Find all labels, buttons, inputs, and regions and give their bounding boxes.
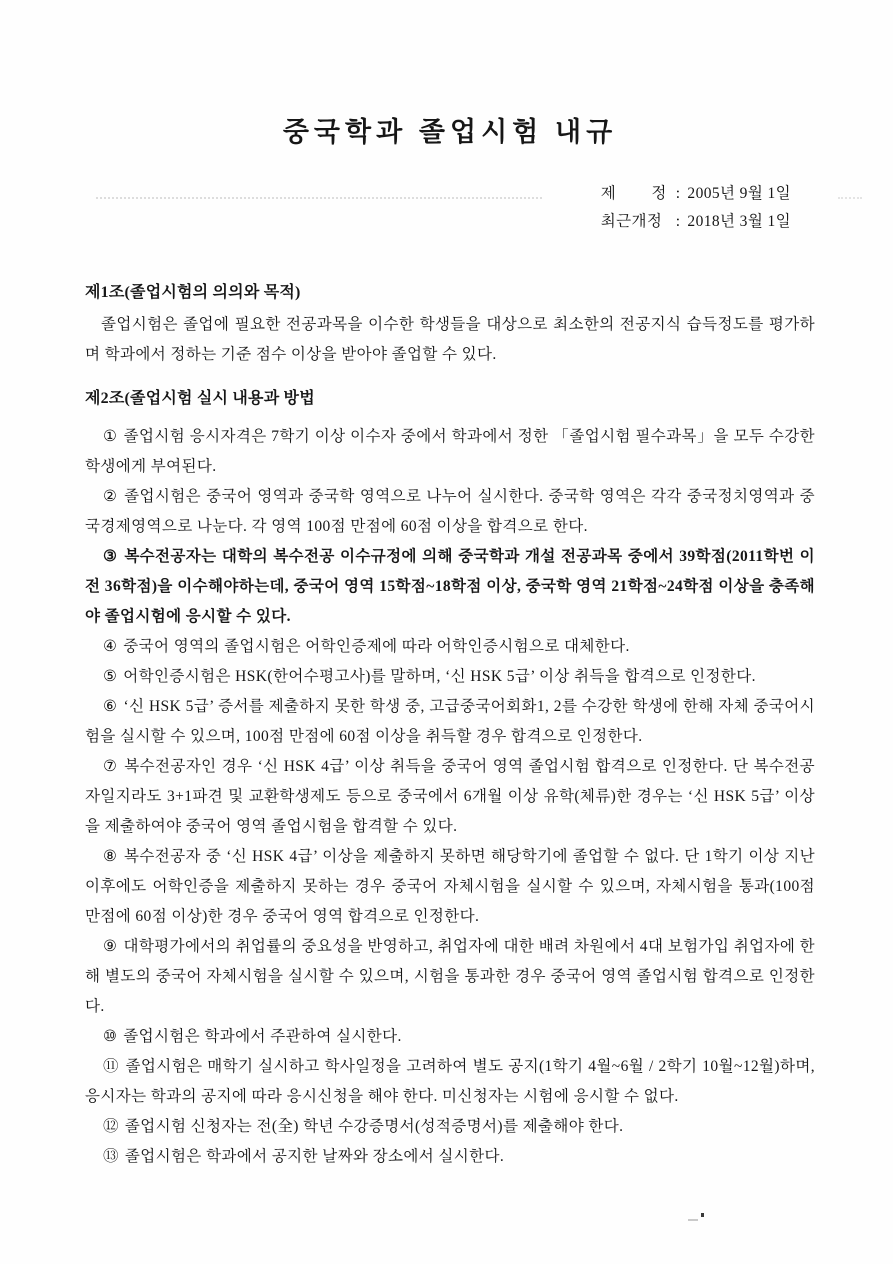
revised-label: 최근개정 xyxy=(600,213,663,230)
item-4-marker: ④ xyxy=(103,638,118,655)
list-item xyxy=(85,1022,815,1052)
revision-info xyxy=(85,180,815,236)
list-item xyxy=(85,842,815,932)
scan-artifact-speck-dash xyxy=(688,1219,698,1221)
list-item xyxy=(85,422,815,482)
article-1-body: 졸업시험은 졸업에 필요한 전공과목을 이수한 학생들을 대상으로 최소한의 전공지식 습득정도를 평가하며 학과에서 정하는 기준 점수 이상을 받아야 졸업할 수 있다. xyxy=(85,316,815,363)
list-item xyxy=(85,662,815,692)
scan-artifact-speck-dot xyxy=(701,1213,704,1217)
item-5-marker: ⑤ xyxy=(103,668,118,685)
article-1-heading: 제1조(졸업시험의 의의와 목적) xyxy=(85,284,301,301)
document-title: 중국학과 졸업시험 내규 xyxy=(282,117,618,147)
list-item xyxy=(85,632,815,662)
list-item xyxy=(85,1052,815,1112)
article-2-heading: 제2조(졸업시험 실시 내용과 방법 xyxy=(85,390,315,407)
list-item xyxy=(85,932,815,1022)
item-1-marker: ① xyxy=(103,428,118,445)
item-2-text: 졸업시험은 중국어 영역과 중국학 영역으로 나누어 실시한다. 중국학 영역은 각각 중국정치영역과 중국경제영역으로 나눈다. 각 영역 100점 만점에 60점 이상을 합격으로 한다. xyxy=(85,488,815,535)
item-10-text: 졸업시험은 학과에서 주관하여 실시한다. xyxy=(123,1028,402,1045)
item-8-marker: ⑧ xyxy=(103,848,119,865)
list-item xyxy=(85,542,815,632)
item-6-text: ‘신 HSK 5급’ 증서를 제출하지 못한 학생 중, 고급중국어회화1, 2를 수강한 학생에 한해 자체 중국어시험을 실시할 수 있으며, 100점 만점에 60점 이상을 취득할 경우 합격으로 인정한다. xyxy=(85,698,815,745)
enacted-value: 2005년 9월 1일 xyxy=(687,185,791,202)
item-1-text: 졸업시험 응시자격은 7학기 이상 이수자 중에서 학과에서 정한 「졸업시험 필수과목」을 모두 수강한 학생에게 부여된다. xyxy=(85,428,815,475)
item-3-marker: ③ xyxy=(103,548,119,565)
item-6-marker: ⑥ xyxy=(103,698,118,715)
revised-value: 2018년 3월 1일 xyxy=(687,213,791,230)
item-12-marker: ⑫ xyxy=(103,1118,119,1135)
item-4-text: 중국어 영역의 졸업시험은 어학인증제에 따라 어학인증시험으로 대체한다. xyxy=(123,638,630,655)
item-13-marker: ⑬ xyxy=(103,1148,119,1165)
list-item xyxy=(85,752,815,842)
item-11-text: 졸업시험은 매학기 실시하고 학사일정을 고려하여 별도 공지(1학기 4월~6월 / 2학기 10월~12월)하며, 응시자는 학과의 공지에 따라 응시신청을 해야 한다. 미신청자는 시험에 응시할 수 없다. xyxy=(85,1058,815,1105)
item-9-text: 대학평가에서의 취업률의 중요성을 반영하고, 취업자에 대한 배려 차원에서 4대 보험가입 취업자에 한해 별도의 중국어 자체시험을 실시할 수 있으며, 시험을 통과한 경우 중국어 영역 졸업시험 합격으로 인정한다. xyxy=(85,938,816,1015)
item-9-marker: ⑨ xyxy=(103,938,118,955)
item-3-text: 복수전공자는 대학의 복수전공 이수규정에 의해 중국학과 개설 전공과목 중에서 39학점(2011학번 이전 36학점)을 이수해야하는데, 중국어 영역 15학점~18학점 이상, 중국학 영역 21학점~24학점 이상을 충족해야 졸업시험에 응시할 수 있다. xyxy=(85,548,815,625)
list-item xyxy=(85,692,815,752)
item-8-text: 복수전공자 중 ‘신 HSK 4급’ 이상을 제출하지 못하면 해당학기에 졸업할 수 없다. 단 1학기 이상 지난 이후에도 어학인증을 제출하지 못하는 경우 중국어 자체시험을 실시할 수 있으며, 자체시험을 통과(100점 만점에 60점 이상)한 경우 중국어 영역 합격으로 인정한다. xyxy=(85,848,816,925)
article-2-items xyxy=(85,422,815,1172)
enacted-label: 제 정 xyxy=(600,185,667,202)
scan-artifact-dotted-line xyxy=(96,197,542,199)
enacted-separator: : xyxy=(675,185,681,202)
item-10-marker: ⑩ xyxy=(103,1028,118,1045)
list-item xyxy=(85,1112,815,1142)
revised-date-row xyxy=(85,208,791,236)
item-11-marker: ⑪ xyxy=(103,1058,120,1075)
item-5-text: 어학인증시험은 HSK(한어수평고사)를 말하며, ‘신 HSK 5급’ 이상 취득을 합격으로 인정한다. xyxy=(123,668,756,685)
revised-separator: : xyxy=(675,213,681,230)
item-7-marker: ⑦ xyxy=(103,758,119,775)
enacted-date-row xyxy=(85,180,791,208)
scan-artifact-dotted-line-right xyxy=(838,197,862,199)
list-item xyxy=(85,1142,815,1172)
item-7-text: 복수전공자인 경우 ‘신 HSK 4급’ 이상 취득을 중국어 영역 졸업시험 합격으로 인정한다. 단 복수전공자일지라도 3+1파견 및 교환학생제도 등으로 중국에서 6개월 이상 유학(체류)한 경우는 ‘신 HSK 5급’ 이상을 제출하여야 중국어 영역 졸업시험을 합격할 수 있다. xyxy=(85,758,816,835)
item-2-marker: ② xyxy=(103,488,119,505)
item-12-text: 졸업시험 신청자는 전(全) 학년 수강증명서(성적증명서)를 제출해야 한다. xyxy=(124,1118,624,1135)
list-item xyxy=(85,482,815,542)
item-13-text: 졸업시험은 학과에서 공지한 날짜와 장소에서 실시한다. xyxy=(124,1148,505,1165)
